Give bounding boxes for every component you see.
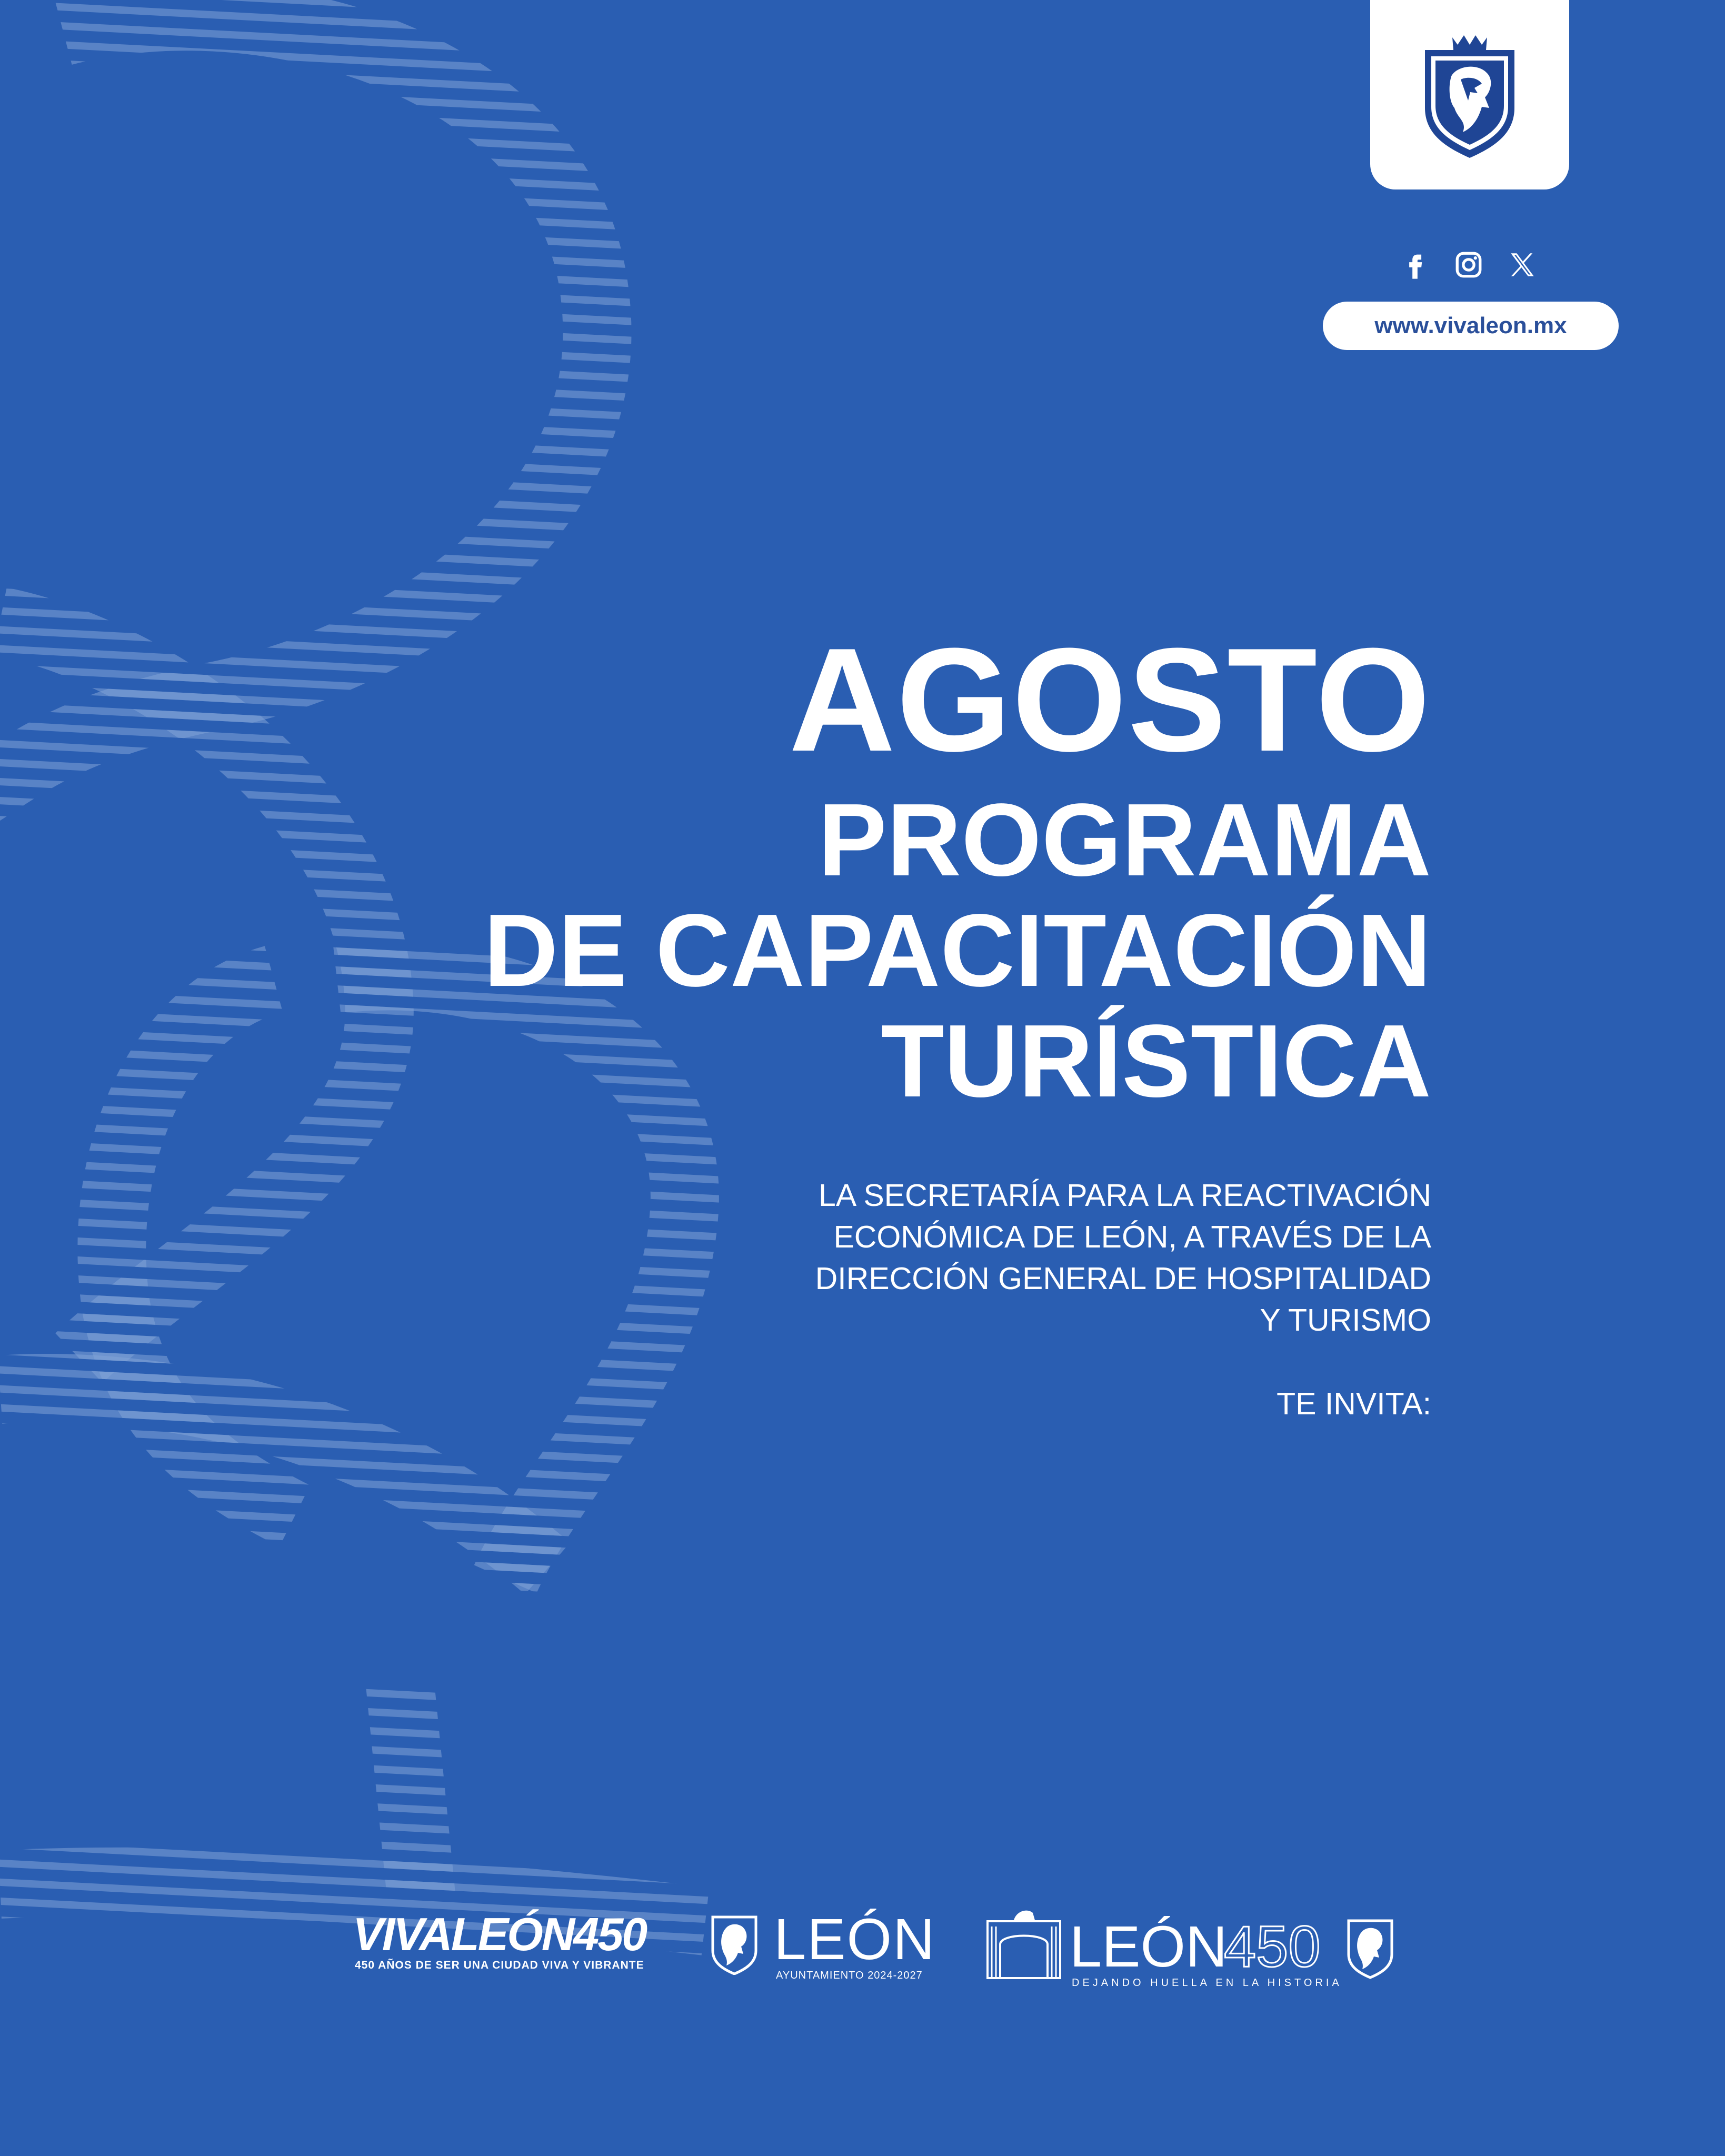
instagram-icon[interactable] <box>1451 247 1486 282</box>
facebook-icon[interactable] <box>1398 247 1432 282</box>
vivaleon450-wordmark: VIVALEÓN450 <box>353 1908 646 1960</box>
ayuntamiento-tagline: AYUNTAMIENTO 2024-2027 <box>776 1970 923 1981</box>
program-line: TURÍSTICA <box>881 1003 1431 1119</box>
social-links <box>1398 246 1540 283</box>
organizer-text <box>694 1175 1431 1341</box>
leon450-tagline: DEJANDO HUELLA EN LA HISTORIA <box>1072 1977 1342 1989</box>
footer-logos <box>0 1895 1725 2000</box>
title-block <box>326 618 1431 1119</box>
leon-ayuntamiento-logo <box>711 1907 936 1984</box>
lion-shield-icon <box>711 1913 758 1975</box>
program-heading <box>326 782 1431 1119</box>
leon450-wordmark: LEÓN <box>1070 1914 1228 1979</box>
program-line: PROGRAMA <box>817 782 1431 897</box>
crest-tab <box>1370 0 1569 189</box>
leon450-logo <box>984 1900 1405 1990</box>
program-line: DE CAPACITACIÓN <box>483 893 1431 1008</box>
leon-wordmark: LEÓN <box>774 1907 936 1972</box>
organizer-line: ECONÓMICA DE LEÓN, A TRAVÉS DE LA <box>833 1220 1431 1254</box>
vivaleon450-tagline: 450 AÑOS DE SER UNA CIUDAD VIVA Y VIBRANTE <box>355 1959 644 1971</box>
organizer-line: Y TURISMO <box>1260 1303 1431 1337</box>
x-icon[interactable] <box>1505 247 1540 282</box>
invite-text: TE INVITA: <box>1277 1386 1431 1421</box>
organizer-line: DIRECCIÓN GENERAL DE HOSPITALIDAD <box>815 1261 1431 1296</box>
organizer-line: LA SECRETARÍA PARA LA REACTIVACIÓN <box>819 1178 1431 1213</box>
month-heading: AGOSTO <box>789 618 1431 782</box>
lion-crest-icon <box>1420 29 1520 161</box>
vivaleon450-logo <box>353 1908 647 1974</box>
website-link[interactable]: www.vivaleon.mx <box>1323 302 1619 350</box>
lion-shield-icon <box>1347 1916 1394 1979</box>
arch-icon <box>984 1900 1063 1979</box>
leon450-number: 450 <box>1224 1914 1321 1979</box>
